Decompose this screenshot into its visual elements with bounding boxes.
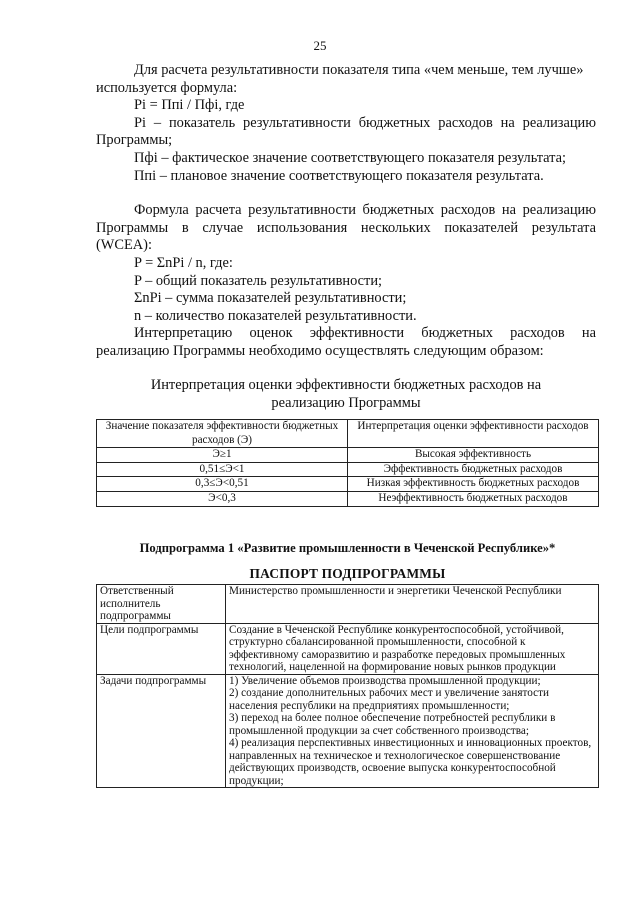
- paragraph-line: n – количество показателей результативности.: [134, 307, 417, 324]
- paragraph-line: (WCEA):: [96, 237, 152, 254]
- table-row: [97, 623, 599, 674]
- paragraph-line: Pi – показатель результативности бюджетных расходов на реализацию: [134, 114, 596, 131]
- paragraph-line: P – общий показатель результативности;: [134, 272, 383, 289]
- paragraph-line: Формула расчета результативности бюджетных расходов на реализацию: [134, 202, 596, 219]
- table-row: [97, 462, 599, 477]
- table-row: [97, 448, 599, 463]
- table-row: [97, 674, 599, 788]
- table-row: [97, 491, 599, 506]
- table-cell: 0,51≤Э<1: [97, 462, 348, 477]
- body-text: [96, 62, 596, 361]
- content-item: 1) Увеличение объемов производства промышленной продукции;: [229, 674, 541, 687]
- paragraph-line: ΣnPi – сумма показателей результативности;: [134, 290, 407, 307]
- title-line: Интерпретация оценки эффективности бюджетных расходов на: [150, 377, 542, 393]
- paragraph-line: Пфi – фактическое значение соответствующего показателя результата;: [134, 149, 567, 166]
- paragraph-line: Интерпретацию оценок эффективности бюджетных расходов на: [134, 325, 596, 342]
- paragraph-line: используется формула:: [96, 79, 238, 96]
- table-cell: Неэффективность бюджетных расходов: [348, 491, 599, 506]
- interpretation-table-title: [96, 377, 596, 412]
- formula-line: P = ΣnPi / n, где:: [134, 254, 233, 271]
- paragraph-line: Программы в случае использования нескольких показателей результата: [96, 219, 596, 236]
- page-number: 25: [313, 38, 327, 53]
- table-cell: Низкая эффективность бюджетных расходов: [348, 477, 599, 492]
- paragraph-line: Ппi – плановое значение соответствующего показателя результата.: [134, 167, 544, 184]
- passport-table: [96, 584, 599, 788]
- row-content: [226, 623, 599, 674]
- row-label: Ответственный исполнитель подпрограммы: [97, 585, 226, 624]
- interpretation-table: [96, 419, 599, 507]
- table-row: [97, 585, 599, 624]
- content-item: 3) переход на более полное обеспечение потребностей республики в промышленной продукции за счет собственного производства;: [229, 712, 556, 737]
- table-cell: Высокая эффективность: [348, 448, 599, 463]
- passport-title: ПАСПОРТ ПОДПРОГРАММЫ: [249, 566, 446, 581]
- paragraph-line: реализацию Программы необходимо осуществлять следующим образом:: [96, 342, 544, 359]
- title-line: реализацию Программы: [271, 394, 421, 411]
- header-cell: Значение показателя эффективности бюджетных расходов (Э): [97, 420, 348, 448]
- table-header-row: [97, 420, 599, 448]
- table-row: [97, 477, 599, 492]
- formula-line: Pi = Ппi / Пфi, где: [134, 97, 245, 114]
- content-item: Министерство промышленности и энергетики Чеченской Республики: [229, 585, 562, 597]
- table-cell: Эффективность бюджетных расходов: [348, 462, 599, 477]
- row-label: Задачи подпрограммы: [97, 674, 226, 788]
- content-item: 4) реализация перспективных инвестиционных и инновационных проектов, направленных на техническое и технологическое совершенствование действующих производств, освоение выпуска конкурентоспособной продукции;: [229, 737, 592, 787]
- content-item: 2) создание дополнительных рабочих мест и увеличение занятости населения республики на предприятиях промышленности;: [229, 687, 549, 712]
- row-content: [226, 585, 599, 624]
- paragraph-line: Программы;: [96, 132, 173, 149]
- paragraph-line: Для расчета результативности показателя типа «чем меньше, тем лучше»: [134, 62, 584, 78]
- row-label: Цели подпрограммы: [97, 623, 226, 674]
- content-item: Создание в Чеченской Республике конкурентоспособной, устойчивой, структурно сбалансированной промышленности, способной к эффективному саморазвитию и разработке передовых промышленных технологий, нацеленной на формирование новых рынков продукции: [229, 623, 566, 673]
- table-cell: Э≥1: [97, 448, 348, 463]
- subprogram-title: Подпрограмма 1 «Развитие промышленности в Чеченской Республике»*: [139, 541, 556, 555]
- row-content: [226, 674, 599, 788]
- table-cell: 0,3≤Э<0,51: [97, 477, 348, 492]
- header-cell: Интерпретация оценки эффективности расходов: [348, 420, 599, 448]
- table-cell: Э<0,3: [97, 491, 348, 506]
